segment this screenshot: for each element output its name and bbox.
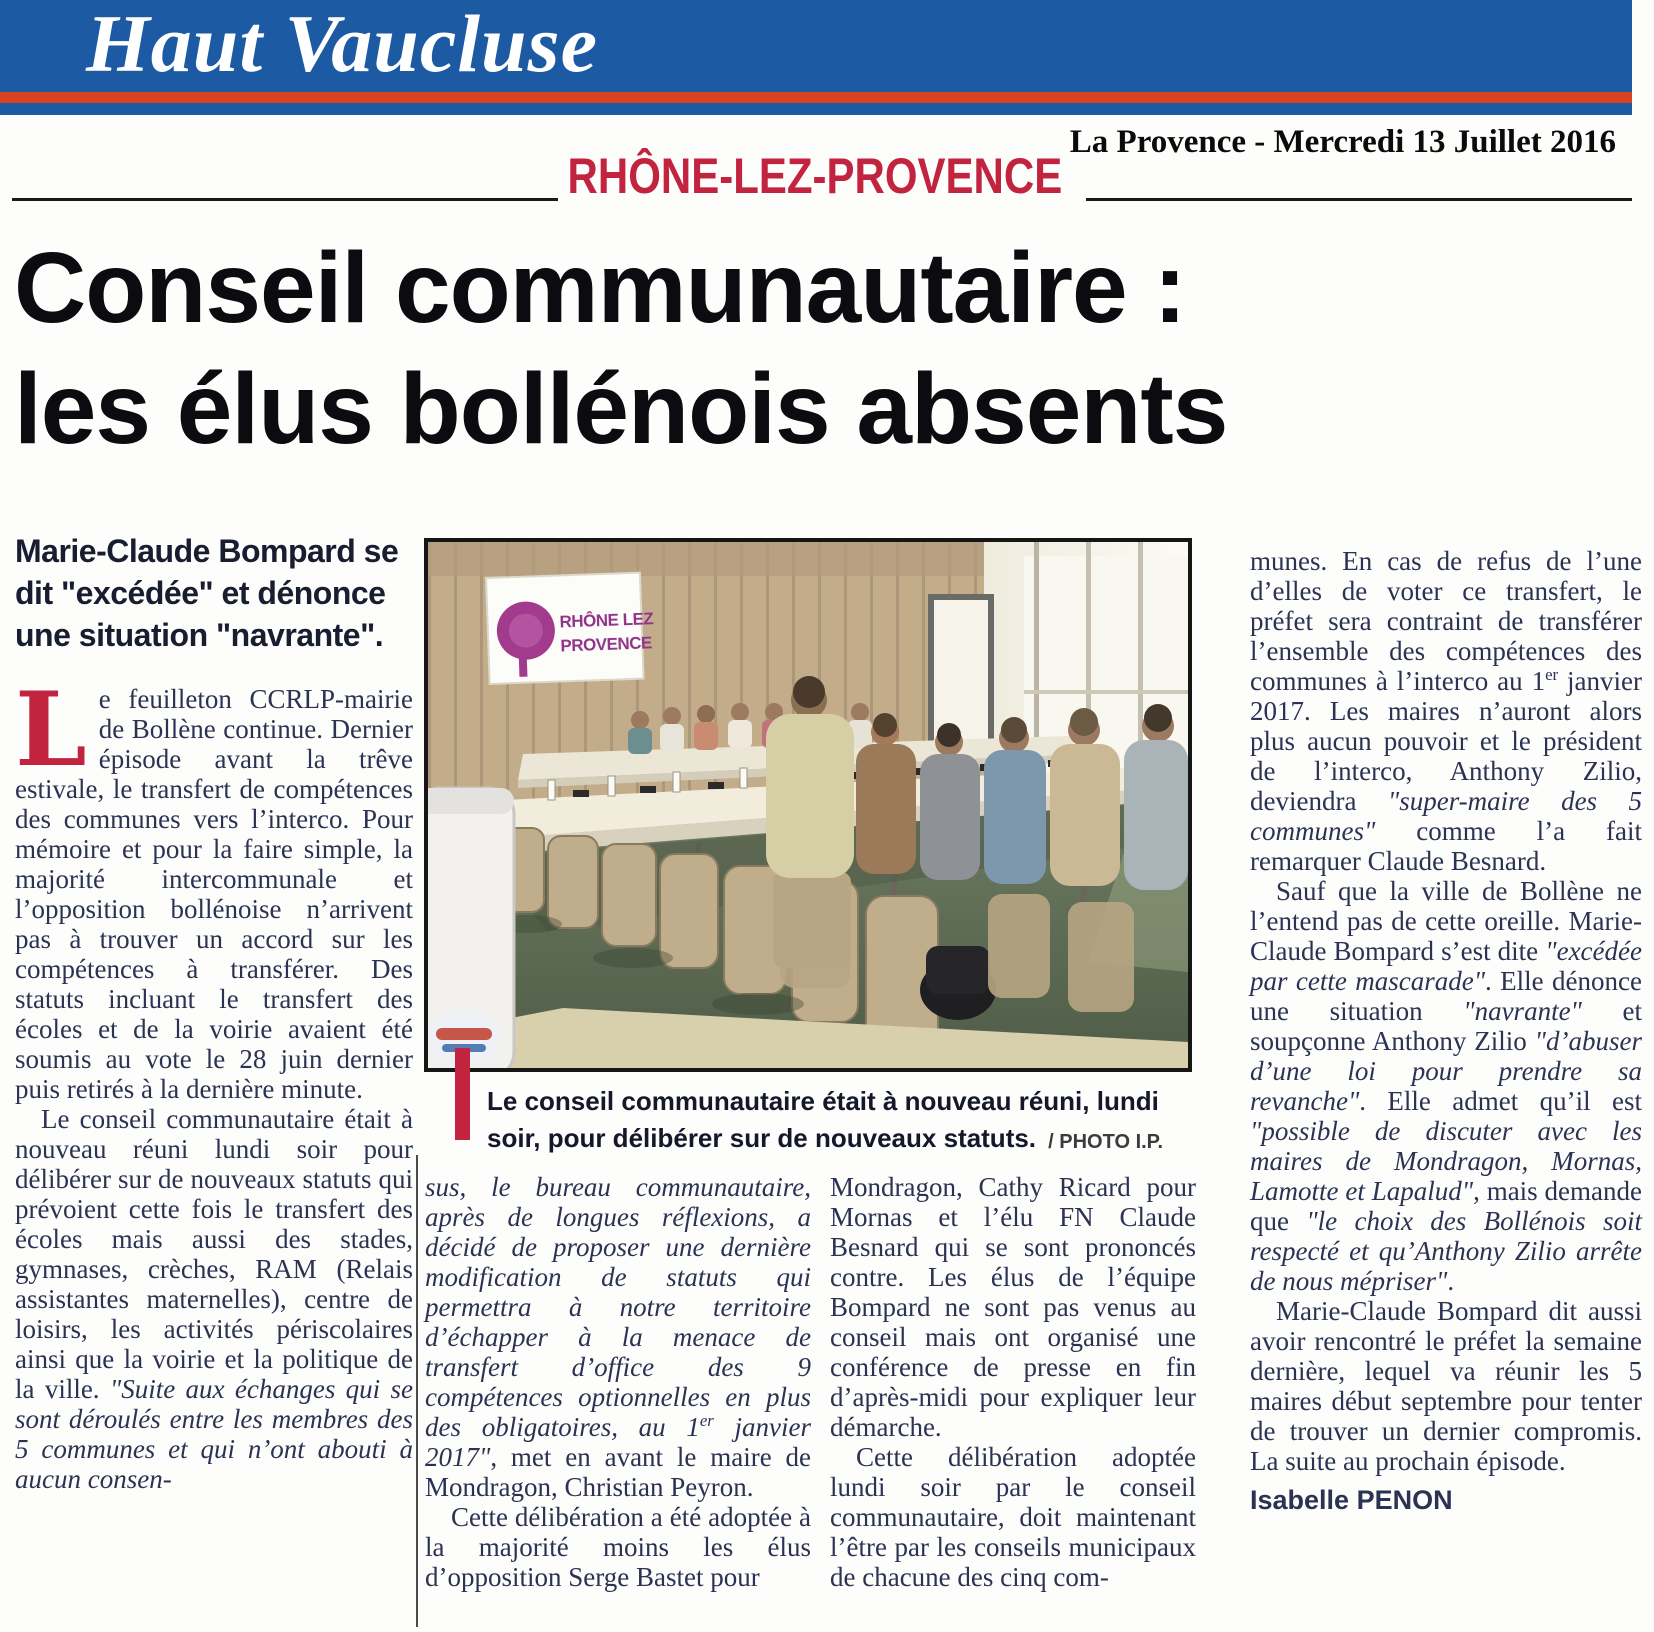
byline: Isabelle PENON bbox=[1250, 1485, 1453, 1515]
paragraph-text: Le conseil communautaire était à nouveau réuni lundi soir pour délibérer sur de nouveaux statuts qui prévoient cette fois le transfert des écoles mais aussi des stades, gymnases, crèches, RAM (Relais assistantes maternelles), centre de loisirs, les activités périscolaires ainsi que la voirie et la politique de la ville. bbox=[15, 1104, 413, 1404]
quote-text: "le choix des Bollénois soit respecté et qu’Anthony Zilio arrête de nous mépriser" bbox=[1250, 1206, 1642, 1296]
paragraph: Cette délibération a été adoptée à la majorité moins les élus d’opposition Serge Bastet pour bbox=[425, 1502, 811, 1592]
photo-credit: / PHOTO I.P. bbox=[1048, 1131, 1163, 1153]
paragraph: Marie-Claude Bompard dit aussi avoir rencontré le préfet la semaine dernière, lequel va réunir les 5 maires début septembre pour tenter de trouver un dernier compromis. La suite au prochain épisode. bbox=[1250, 1296, 1642, 1476]
column-rule bbox=[416, 1155, 418, 1627]
quote-text: "super-maire des 5 communes" bbox=[1250, 786, 1642, 846]
bag bbox=[920, 946, 996, 1020]
paragraph-text: e feuilleton CCRLP-mairie de Bollène continue. Dernier épisode avant la trêve estivale, le transfert de compétences des communes vers l’interco. Pour mémoire et pour la faire simple, la majorité intercommunale et l’opposition bollénoise n’arrivent pas à trouver un accord sur les compétences à transférer. Des statuts incluant le transfert des écoles et de la voirie avaient été soumis au vote le 28 juin dernier puis retirés à la dernière minute. bbox=[15, 684, 413, 1104]
column-4 bbox=[1250, 546, 1642, 1516]
paragraph-text: Sauf que la ville de Bollène ne l’entend pas de cette oreille. Marie-Claude Bompard s’est dite bbox=[1250, 876, 1642, 966]
paragraph-text: munes. En cas de refus de l’une d’elles de voter ce transfert, le préfet sera contraint de transférer l’ensemble des compétences des communes à l’interco au 1 bbox=[1250, 546, 1642, 696]
edition-dateline: La Provence - Mercredi 13 Juillet 2016 bbox=[1069, 124, 1616, 160]
column-2 bbox=[425, 1172, 811, 1592]
headline-line1: Conseil communautaire : bbox=[14, 232, 1186, 344]
photo-caption bbox=[487, 1083, 1163, 1157]
paragraph-text: et soupçonne Anthony Zilio bbox=[1250, 996, 1642, 1056]
caption-text: Le conseil communautaire était à nouveau réuni, lundi soir, pour délibérer sur de nouveaux statuts. bbox=[487, 1086, 1159, 1153]
quote-text: "navrante" bbox=[1463, 996, 1582, 1026]
drop-cap: L bbox=[15, 670, 87, 790]
paragraph: Cette délibération adoptée lundi soir par le conseil communautaire, doit maintenant l’être par les conseils municipaux de chacune des cinq com- bbox=[830, 1442, 1196, 1592]
paragraph bbox=[15, 670, 413, 1104]
paragraph bbox=[425, 1172, 811, 1502]
quote-text: "excédée par cette mascarade" bbox=[1250, 936, 1642, 996]
caption-accent-bar bbox=[455, 1048, 470, 1140]
paragraph bbox=[1250, 876, 1642, 1296]
masthead-blue-stripe bbox=[0, 103, 1632, 115]
water-cooler bbox=[428, 788, 514, 1068]
paragraph-text: janvier 2017. Les maires n’auront alors plus aucun pouvoir et le président de l’interco, Anthony Zilio, deviendra bbox=[1250, 666, 1642, 816]
quote-text: sus, le bureau communautaire, après de longues réflexions, a décidé de proposer une dernière modification de statuts qui permettra à notre territoire d’échapper à la menace de transfert d’office des 9 compétences optionnelles en plus des obligatoires, au 1 bbox=[425, 1172, 811, 1442]
section-rule-left bbox=[12, 198, 558, 201]
headline-line2: les élus bollénois absents bbox=[14, 353, 1228, 465]
quote-text: "d’abuser d’une loi pour prendre sa revanche" bbox=[1250, 1026, 1642, 1116]
paragraph bbox=[15, 1104, 413, 1494]
meeting-room-illustration bbox=[428, 542, 1188, 1068]
superscript: er bbox=[699, 1411, 714, 1430]
paragraph-text: , met en avant le maire de Mondragon, Christian Peyron. bbox=[425, 1442, 811, 1502]
standfirst: Marie-Claude Bompard se dit "excédée" et dénonce une situation "navrante". bbox=[15, 533, 399, 653]
masthead-red-stripe bbox=[0, 92, 1632, 103]
masthead-banner bbox=[0, 0, 1632, 92]
quote-text: "possible de discuter avec les maires de Mondragon, Mornas, Lamotte et Lapalud" bbox=[1250, 1116, 1642, 1206]
paragraph-text: . Elle admet qu’il est bbox=[1359, 1086, 1642, 1116]
quote-text: janvier 2017" bbox=[425, 1412, 811, 1472]
banner-text-line1: RHÔNE LEZ bbox=[559, 609, 654, 632]
paragraph-text: , mais demande que bbox=[1250, 1176, 1643, 1236]
rhone-lez-provence-banner bbox=[486, 572, 655, 684]
article-headline bbox=[14, 228, 1227, 470]
section-title: RHÔNE-LEZ-PROVENCE bbox=[567, 148, 1063, 204]
paragraph-text: . bbox=[1447, 1266, 1455, 1296]
banner-text-line2: PROVENCE bbox=[560, 633, 653, 656]
column-3 bbox=[830, 1172, 1196, 1592]
paragraph-text: comme l’a fait remarquer Claude Besnard. bbox=[1250, 816, 1642, 876]
superscript: er bbox=[1545, 665, 1559, 684]
section-rule-right bbox=[1086, 198, 1632, 201]
paragraph bbox=[1250, 546, 1642, 876]
article-photo bbox=[424, 538, 1192, 1072]
paragraph: Mondragon, Cathy Ricard pour Mornas et l’élu FN Claude Besnard qui se sont prononcés contre. Les élus de l’équipe Bompard ne sont pas venus au conseil mais ont organisé une conférence de presse en fin d’après-midi pour expliquer leur démarche. bbox=[830, 1172, 1196, 1442]
column-1 bbox=[15, 530, 413, 1494]
masthead-title: Haut Vaucluse bbox=[86, 0, 598, 89]
paragraph-text: . Elle dénonce une situation bbox=[1250, 966, 1642, 1026]
quote-text: "Suite aux échanges qui se sont déroulés entre les membres des 5 communes et qui n’ont abouti à aucun consen- bbox=[15, 1374, 413, 1494]
column-1-body bbox=[15, 670, 413, 1494]
